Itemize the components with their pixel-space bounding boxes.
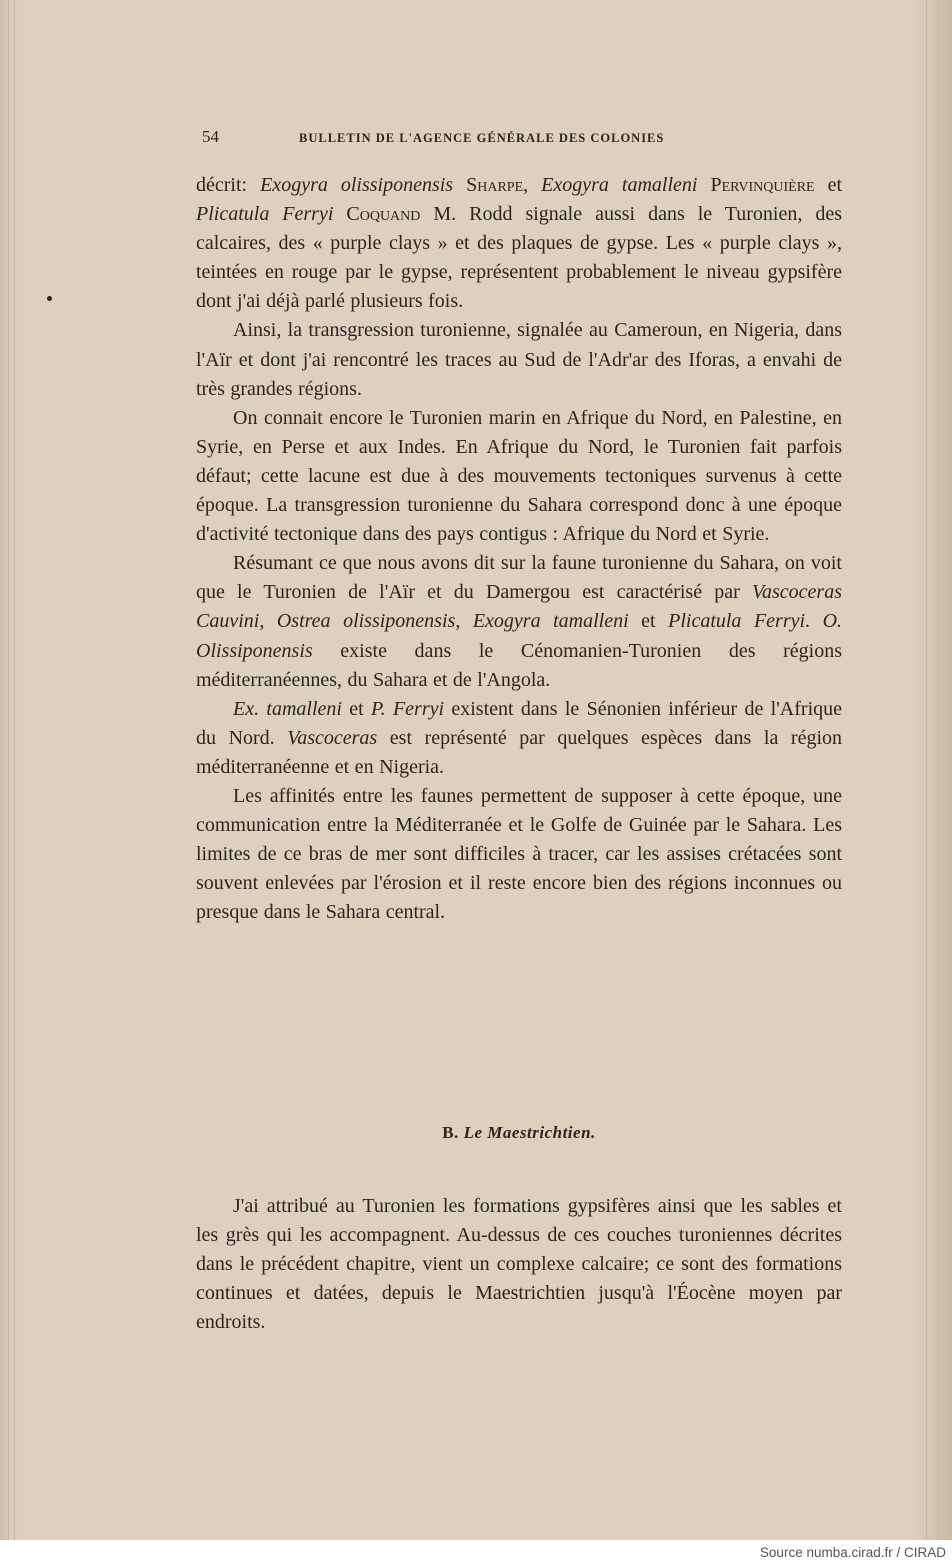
text-run: existe dans le Cénomanien-Turonien des régions méditerranéennes, du Sahara et de l'Angola.	[196, 639, 842, 691]
running-header	[202, 127, 842, 151]
italic-taxon: Exogyra olissiponensis	[260, 174, 454, 196]
italic-taxon: O. Olissiponensis	[196, 610, 843, 662]
section-heading	[196, 1123, 842, 1143]
section-title: Le Maestrichtien.	[463, 1123, 596, 1142]
italic-taxon: Ex. tamalleni	[233, 697, 342, 720]
paragraph	[196, 549, 842, 694]
paragraph	[196, 404, 842, 549]
author-name: Coquand	[346, 203, 421, 226]
text-run: Ainsi, la transgression turonienne, signalée au Cameroun, en Nigeria, dans l'Aïr et dont j'ai rencontré les traces au Sud de l'Adr'ar des Iforas, a envahi de très grandes régions.	[196, 319, 842, 400]
italic-taxon: Ostrea olissiponensis	[276, 610, 456, 633]
source-credit: Source numba.cirad.fr / CIRAD	[759, 1545, 946, 1560]
text-run: .	[805, 610, 823, 633]
text-run: ,	[259, 610, 277, 633]
author-name: Sharpe	[466, 174, 524, 196]
body-text-bottom	[196, 1192, 842, 1337]
page-left-edge	[0, 0, 22, 1540]
paragraph	[196, 316, 842, 403]
text-run: ,	[455, 610, 473, 633]
body-text-top	[196, 171, 842, 927]
section-label: B.	[442, 1123, 459, 1142]
paragraph	[196, 1192, 842, 1337]
page-number: 54	[202, 127, 219, 146]
italic-taxon: Vascoceras	[287, 726, 378, 749]
text-run	[697, 174, 710, 196]
page-edge-line	[926, 0, 927, 1540]
paragraph	[196, 171, 842, 316]
italic-taxon: Exogyra tamalleni	[472, 610, 629, 633]
text-run: J'ai attribué au Turonien les formations gypsifères ainsi que les sables et les grès qui les accompagnent. Au-dessus de ces couches turoniennes décrites dans le précédent chapitre, vient un complexe calcaire; ce sont des formations continues et datées, depuis le Maestrichtien jusqu'à l'Éocène moyen par endroits.	[196, 1195, 842, 1334]
text-run: et	[628, 610, 669, 633]
running-title: BULLETIN DE L'AGENCE GÉNÉRALE DES COLONIES	[299, 131, 665, 145]
paragraph	[196, 782, 842, 927]
page-edge-line	[14, 0, 15, 1540]
page-right-edge	[912, 0, 952, 1540]
text-run: et	[341, 697, 371, 720]
text-run: existent dans le Sénonien inférieur de l'Afrique du Nord.	[196, 697, 843, 749]
text-run	[453, 174, 466, 196]
margin-ink-dot	[47, 296, 52, 301]
italic-taxon: P. Ferryi	[371, 697, 445, 720]
text-run: On connait encore le Turonien marin en Afrique du Nord, en Palestine, en Syrie, en Perse et aux Indes. En Afrique du Nord, le Turonien fait parfois défaut; cette lacune est due à des mouvements tectoniques survenus à cette époque. La transgression turonienne du Sahara correspond donc à une époque d'activité tectonique dans des pays contigus : Afrique du Nord et Syrie.	[196, 406, 842, 546]
text-run: est représenté par quelques espèces dans la région méditerranéenne et en Nigeria.	[196, 726, 842, 778]
page-edge-line	[8, 0, 9, 1540]
page-edge-line	[938, 0, 939, 1540]
text-run: décrit:	[196, 174, 261, 196]
text-run: Résumant ce que nous avons dit sur la faune turonienne du Sahara, on voit que le Turonien de l'Aïr et du Damergou est caractérisé par	[196, 552, 842, 604]
text-run: Les affinités entre les faunes permettent de supposer à cette époque, une communication entre la Méditerranée et le Golfe de Guinée par le Sahara. Les limites de ce bras de mer sont difficiles à tracer, car les assises crétacées sont souvent enlevées par l'érosion et il reste encore bien des régions inconnues ou presque dans le Sahara central.	[196, 784, 842, 924]
author-name: Pervinquière	[710, 174, 815, 196]
italic-taxon: Vascoceras Cauvini	[196, 581, 842, 633]
paragraph	[196, 695, 842, 782]
text-run: ,	[523, 174, 542, 196]
text-run	[333, 203, 346, 225]
text-run: M. Rodd signale aussi dans le Turonien, des calcaires, des « purple clays » et des plaques de gypse. Les « purple clays », teintées en rouge par le gypse, représentent probablement le niveau gypsifère dont j'ai déjà parlé plusieurs fois.	[196, 203, 843, 313]
italic-taxon: Plicatula Ferryi	[668, 610, 806, 633]
italic-taxon: Exogyra tamalleni	[541, 174, 698, 196]
text-run: et	[814, 174, 843, 196]
italic-taxon: Plicatula Ferryi	[196, 203, 334, 226]
